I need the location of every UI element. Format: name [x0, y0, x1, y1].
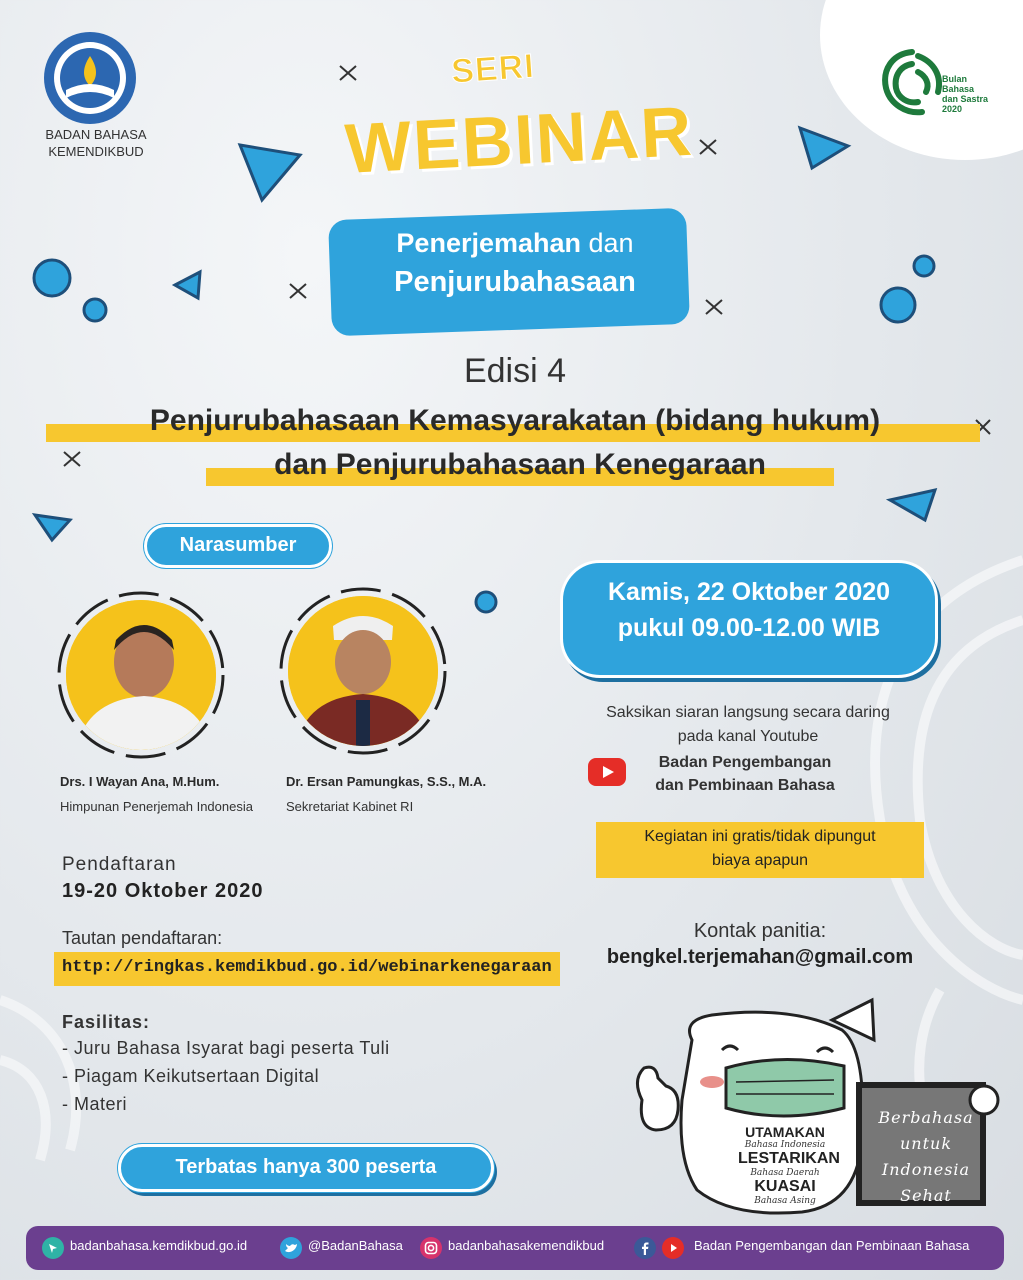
subtitle-bold: Penerjemahan — [396, 228, 582, 258]
seri-title: SERI — [450, 47, 536, 91]
free-notice-line1: Kegiatan ini gratis/tidak dipungut — [644, 828, 876, 845]
youtube-channel-line1[interactable]: Badan Pengembangan — [658, 754, 832, 771]
broadcast-line1: Saksikan siaran langsung secara daring — [606, 704, 890, 721]
speaker-photo-1 — [66, 600, 216, 750]
webinar-title: WEBINAR — [343, 91, 696, 188]
board-text-1: Berbahasa — [878, 1108, 974, 1127]
contact-email[interactable]: bengkel.terjemahan@gmail.com — [606, 946, 914, 968]
subtitle-line1 — [350, 228, 680, 259]
speaker-2-name: Dr. Ersan Pamungkas, S.S., M.A. — [286, 774, 487, 789]
subtitle-light: dan — [581, 228, 634, 258]
schedule-time: pukul 09.00-12.00 WIB — [617, 614, 881, 642]
registration-url-link[interactable]: http://ringkas.kemdikbud.go.id/webinarkenegaraan — [62, 958, 552, 977]
mascot-text-2: Bahasa Indonesia — [744, 1140, 826, 1150]
kemendikbud-logo — [40, 28, 140, 128]
speaker-1-name: Drs. I Wayan Ana, M.Hum. — [60, 774, 220, 789]
instagram-icon[interactable] — [420, 1237, 442, 1259]
board-text-2: untuk — [899, 1134, 953, 1153]
subtitle-line2: Penjurubahasaan — [394, 266, 636, 298]
mascot-text-3: LESTARIKAN — [738, 1150, 840, 1167]
registration-dates: 19-20 Oktober 2020 — [62, 880, 264, 902]
footer-twitter-link[interactable]: @BadanBahasa — [308, 1238, 403, 1253]
schedule-date: Kamis, 22 Oktober 2020 — [607, 578, 891, 606]
mascot-text-5: KUASAI — [754, 1178, 816, 1195]
facility-item: - Juru Bahasa Isyarat bagi peserta Tuli — [62, 1038, 390, 1058]
speaker-1-org: Himpunan Penerjemah Indonesia — [60, 799, 253, 814]
bulan-line3: dan Sastra — [942, 94, 989, 104]
edition-label: Edisi 4 — [463, 352, 567, 390]
footer-instagram-link[interactable]: badanbahasakemendikbud — [448, 1238, 605, 1253]
contact-label: Kontak panitia: — [693, 920, 827, 942]
board-text-3: Indonesia — [881, 1160, 971, 1179]
free-notice-line2: biaya apapun — [711, 852, 809, 869]
bulan-line2: Bahasa — [942, 84, 975, 94]
registration-label: Pendaftaran — [62, 854, 177, 875]
limit-text: Terbatas hanya 300 peserta — [175, 1156, 437, 1178]
mascot-text-1: UTAMAKAN — [745, 1124, 825, 1140]
speaker-photo-2 — [288, 596, 438, 746]
narasumber-label: Narasumber — [179, 534, 297, 556]
facility-item: - Piagam Keikutsertaan Digital — [62, 1066, 320, 1086]
facility-item: - Materi — [62, 1094, 128, 1114]
mascot-text-4: Bahasa Daerah — [750, 1168, 820, 1178]
bulan-line1: Bulan — [942, 74, 968, 84]
speaker-2-org: Sekretariat Kabinet RI — [286, 799, 414, 814]
facilities-label: Fasilitas: — [62, 1012, 151, 1032]
topic-line1: Penjurubahasaan Kemasyarakatan (bidang hukum) — [149, 404, 881, 437]
registration-link-label: Tautan pendaftaran: — [62, 928, 223, 948]
bulan-bahasa-text — [942, 74, 988, 114]
board-text-4: Sehat — [900, 1186, 952, 1205]
youtube-icon[interactable] — [588, 758, 626, 786]
facebook-icon[interactable] — [634, 1237, 656, 1259]
broadcast-line2: pada kanal Youtube — [677, 728, 819, 745]
youtube-footer-icon[interactable] — [662, 1237, 684, 1259]
org-name-line1: BADAN BAHASA — [45, 127, 147, 142]
youtube-channel-line2[interactable]: dan Pembinaan Bahasa — [655, 777, 835, 794]
footer-website-link[interactable]: badanbahasa.kemdikbud.go.id — [70, 1238, 248, 1253]
bulan-line4: 2020 — [942, 104, 963, 114]
website-icon[interactable] — [42, 1237, 64, 1259]
speaker-1-avatar — [66, 600, 216, 750]
footer-channel-link[interactable]: Badan Pengembangan dan Pembinaan Bahasa — [694, 1238, 970, 1253]
bulan-bahasa-logo-icon — [878, 46, 946, 118]
org-name — [30, 126, 162, 160]
speaker-2-avatar — [288, 596, 438, 746]
org-name-line2: KEMENDIKBUD — [48, 144, 144, 159]
mascot-text-6: Bahasa Asing — [754, 1196, 816, 1206]
twitter-icon[interactable] — [280, 1237, 302, 1259]
topic-line2: dan Penjurubahasaan Kenegaraan — [274, 448, 766, 481]
